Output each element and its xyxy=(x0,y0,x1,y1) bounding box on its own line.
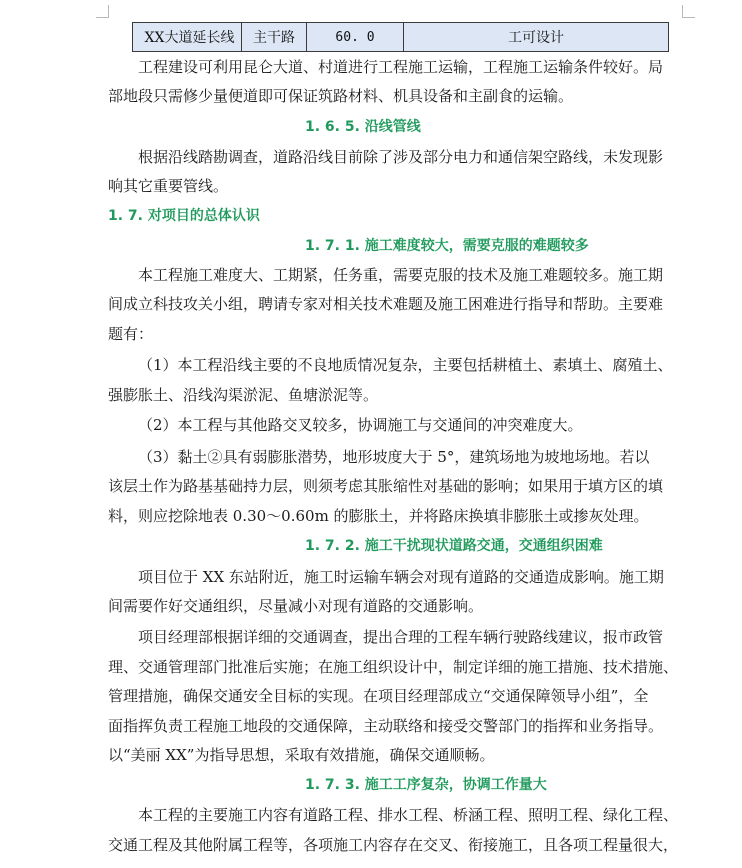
paragraph-line: 项目位于 XX 东站附近，施工时运输车辆会对现有道路的交通造成影响。施工期 xyxy=(138,568,664,586)
list-item-1-cont: 强膨胀土、沿线沟渠淤泥、鱼塘淤泥等。 xyxy=(108,386,379,404)
paragraph-line: 以“美丽 XX”为指导思想，采取有效措施，确保交通顺畅。 xyxy=(108,746,495,764)
paragraph-line: 项目经理部根据详细的交通调查，提出合理的工程车辆行驶路线建议，报市政管 xyxy=(138,628,664,646)
table-row xyxy=(133,23,669,52)
list-item-3-cont: 该层土作为路基基础持力层，则须考虑其胀缩性对基础的影响；如果用于填方区的填 xyxy=(108,477,664,495)
list-item-1: （1）本工程沿线主要的不良地质情况复杂，主要包括耕植土、素填土、腐殖土、 xyxy=(138,356,673,374)
heading-1-7-3: 1. 7. 3. 施工工序复杂，协调工作量大 xyxy=(305,777,547,793)
paragraph-line: 本工程的主要施工内容有道路工程、排水工程、桥涵工程、照明工程、绿化工程、 xyxy=(138,806,679,824)
heading-1-6-5: 1. 6. 5. 沿线管线 xyxy=(305,119,421,135)
heading-1-7: 1. 7. 对项目的总体认识 xyxy=(108,208,260,224)
paragraph-line: 根据沿线踏勘调查，道路沿线目前除了涉及部分电力和通信架空路线，未发现影 xyxy=(138,148,664,166)
paragraph-line: 交通工程及其他附属工程等，各项施工内容存在交叉、衔接施工，且各项工程量很大， xyxy=(108,836,679,854)
design-stage-cell: 工可设计 xyxy=(404,23,669,52)
heading-1-7-1: 1. 7. 1. 施工难度较大，需要克服的难题较多 xyxy=(305,238,589,254)
page-corner-mark-left xyxy=(96,5,109,18)
paragraph-line: 工程建设可利用昆仑大道、村道进行工程施工运输，工程施工运输条件较好。局 xyxy=(138,58,664,76)
paragraph-line: 间成立科技攻关小组，聘请专家对相关技术难题及施工困难进行指导和帮助。主要难 xyxy=(108,295,664,313)
paragraph-line: 管理措施，确保交通安全目标的实现。在项目经理部成立“交通保障领导小组”，全 xyxy=(108,687,649,705)
road-name-cell: XX大道延长线 xyxy=(133,23,242,52)
list-item-3-cont: 料，则应挖除地表 0.30～0.60m 的膨胀土，并将路床换填非膨胀土或掺灰处理。 xyxy=(108,507,649,525)
paragraph-line: 题有： xyxy=(108,325,154,343)
heading-1-7-2: 1. 7. 2. 施工干扰现状道路交通，交通组织困难 xyxy=(305,538,603,554)
list-item-2: （2）本工程与其他路交叉较多，协调施工与交通间的冲突难度大。 xyxy=(138,416,583,434)
road-grade-cell: 主干路 xyxy=(242,23,307,52)
road-info-table xyxy=(132,22,669,52)
paragraph-line: 部地段只需修少量便道即可保证筑路材料、机具设备和主副食的运输。 xyxy=(108,87,574,105)
page-corner-mark-right xyxy=(682,5,695,18)
paragraph-line: 面指挥负责工程施工地段的交通保障，主动联络和接受交警部门的指挥和业务指导。 xyxy=(108,717,664,735)
paragraph-line: 间需要作好交通组织，尽量减小对现有道路的交通影响。 xyxy=(108,597,484,615)
paragraph-line: 理、交通管理部门批准后实施；在施工组织设计中，制定详细的施工措施、技术措施、 xyxy=(108,658,679,676)
design-speed-cell: 60. 0 xyxy=(307,23,404,52)
paragraph-line: 本工程施工难度大、工期紧，任务重，需要克服的技术及施工难题较多。施工期 xyxy=(138,266,664,284)
paragraph-line: 响其它重要管线。 xyxy=(108,177,229,195)
list-item-3: （3）黏土②具有弱膨胀潜势，地形坡度大于 5°，建筑场地为坡地场地。若以 xyxy=(138,448,650,466)
